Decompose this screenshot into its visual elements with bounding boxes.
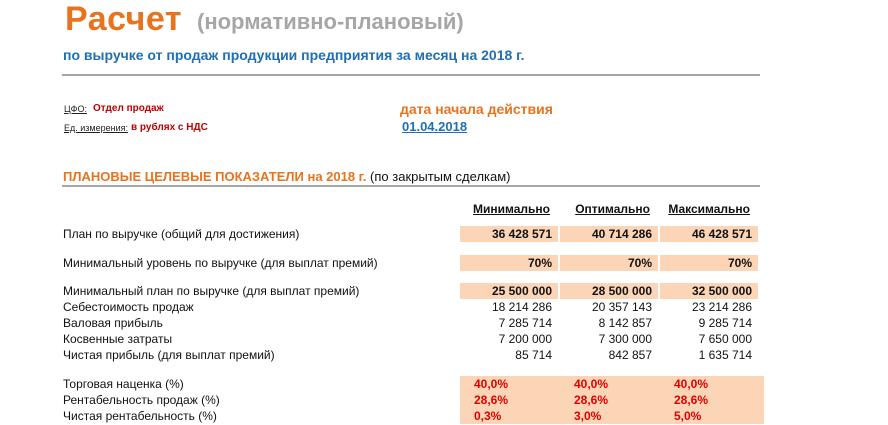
cell-net-profitability-opt: 3,0% bbox=[560, 408, 664, 424]
cell-net-profitability-max: 5,0% bbox=[660, 408, 764, 424]
unit-label: Ед. измерения: bbox=[64, 123, 128, 133]
section-title-strong: ПЛАНОВЫЕ ЦЕЛЕВЫЕ ПОКАЗАТЕЛИ на 2018 г. bbox=[63, 169, 367, 184]
cell-indirect-costs-opt: 7 300 000 bbox=[598, 332, 652, 346]
cell-markup-max: 40,0% bbox=[660, 376, 764, 392]
cell-net-profit-min: 85 714 bbox=[515, 348, 552, 362]
cell-cost-opt: 20 357 143 bbox=[591, 300, 652, 314]
cell-gross-profit-opt: 8 142 857 bbox=[598, 316, 652, 330]
cfo-value: Отдел продаж bbox=[93, 103, 164, 114]
section-divider bbox=[62, 185, 760, 187]
cell-sales-profitability-opt: 28,6% bbox=[560, 392, 664, 408]
cell-net-profit-opt: 842 857 bbox=[608, 348, 652, 362]
cfo-label: ЦФО: bbox=[64, 104, 88, 114]
cell-cost-min: 18 214 286 bbox=[491, 300, 552, 314]
row-label-cost: Себестоимость продаж bbox=[63, 300, 194, 314]
cell-cost-max: 23 214 286 bbox=[691, 300, 752, 314]
cell-min-level-min: 70% bbox=[460, 255, 558, 271]
cell-net-profit-max: 1 635 714 bbox=[698, 348, 752, 362]
cell-gross-profit-min: 7 285 714 bbox=[498, 316, 552, 330]
cell-markup-min: 40,0% bbox=[460, 376, 564, 392]
cell-gross-profit-max: 9 285 714 bbox=[698, 316, 752, 330]
row-label-gross-profit: Валовая прибыль bbox=[63, 316, 163, 330]
section-title bbox=[63, 169, 511, 184]
header-divider bbox=[62, 74, 760, 76]
row-label-min-plan: Минимальный план по выручке (для выплат премий) bbox=[63, 284, 360, 298]
cell-min-level-opt: 70% bbox=[560, 255, 658, 271]
start-date-label: дата начала действия bbox=[400, 101, 553, 117]
cell-min-level-max: 70% bbox=[660, 255, 758, 271]
cell-revenue-plan-max: 46 428 571 bbox=[660, 226, 758, 242]
cell-sales-profitability-max: 28,6% bbox=[660, 392, 764, 408]
cell-markup-opt: 40,0% bbox=[560, 376, 664, 392]
row-label-sales-profitability: Рентабельность продаж (%) bbox=[63, 393, 220, 407]
cell-revenue-plan-opt: 40 714 286 bbox=[560, 226, 658, 242]
cell-sales-profitability-min: 28,6% bbox=[460, 392, 564, 408]
column-header-minimum: Минимально bbox=[473, 202, 550, 216]
cell-min-plan-min: 25 500 000 bbox=[460, 283, 558, 299]
cell-indirect-costs-max: 7 650 000 bbox=[698, 332, 752, 346]
row-label-revenue-plan: План по выручке (общий для достижения) bbox=[63, 227, 300, 241]
row-label-net-profitability: Чистая рентабельность (%) bbox=[63, 409, 217, 423]
cell-revenue-plan-min: 36 428 571 bbox=[460, 226, 558, 242]
cell-min-plan-max: 32 500 000 bbox=[660, 283, 758, 299]
row-label-indirect-costs: Косвенные затраты bbox=[63, 332, 173, 346]
unit-value: в рублях с НДС bbox=[131, 122, 208, 133]
cell-min-plan-opt: 28 500 000 bbox=[560, 283, 658, 299]
page-title: Расчет bbox=[65, 0, 183, 38]
row-label-markup: Торговая наценка (%) bbox=[63, 377, 184, 391]
column-header-maximum: Максимально bbox=[668, 202, 750, 216]
row-label-min-level: Минимальный уровень по выручке (для выплат премий) bbox=[63, 256, 378, 270]
cell-net-profitability-min: 0,3% bbox=[460, 408, 564, 424]
section-title-note: (по закрытым сделкам) bbox=[370, 169, 511, 184]
column-header-optimal: Оптимально bbox=[575, 202, 650, 216]
cell-indirect-costs-min: 7 200 000 bbox=[498, 332, 552, 346]
page-title-suffix: (нормативно-плановый) bbox=[197, 9, 464, 34]
start-date-value: 01.04.2018 bbox=[402, 119, 468, 134]
page-subtitle: по выручке от продаж продукции предприятия за месяц на 2018 г. bbox=[63, 47, 525, 63]
row-label-net-profit: Чистая прибыль (для выплат премий) bbox=[63, 348, 275, 362]
